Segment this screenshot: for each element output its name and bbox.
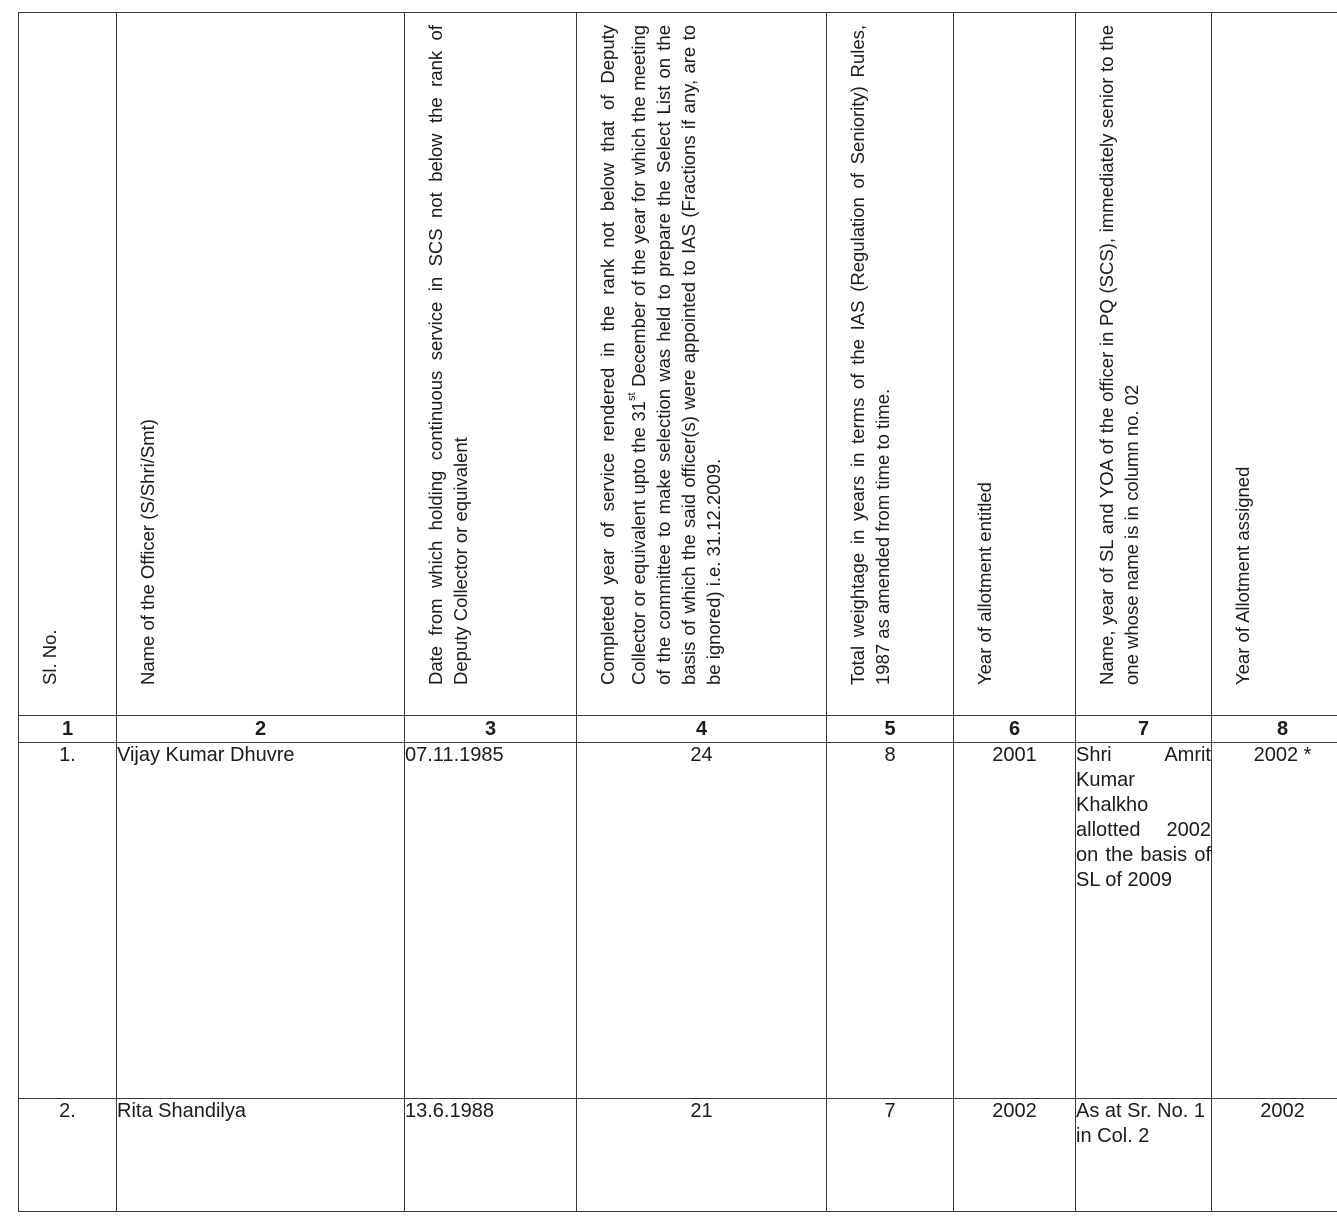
cell-yoa-assigned: 2002	[1212, 1099, 1337, 1212]
header-cell-name	[117, 13, 405, 716]
header-text-date: Date from which holding continuous service in SCS not below the rank of Deputy Collector or equivalent	[425, 24, 471, 685]
table-row	[19, 1099, 1337, 1212]
header-cell-weightage	[827, 13, 954, 716]
header-text-yoa-assigned: Year of Allotment assigned	[1232, 466, 1253, 685]
header-text-completed-years	[595, 25, 726, 695]
header-text-weightage: Total weightage in years in terms of the IAS (Regulation of Seniority) Rules, 1987 as amended from time to time.	[847, 24, 893, 685]
header-text-completed-years-sup: st	[626, 392, 638, 401]
cell-sl-no: 2.	[19, 1099, 117, 1212]
column-number: 6	[954, 715, 1076, 742]
cell-officer-name: Vijay Kumar Dhuvre	[117, 743, 405, 1099]
cell-sl-no: 1.	[19, 743, 117, 1099]
header-cell-date	[405, 13, 577, 716]
header-text-completed-years-part1: Completed year of service rendered in the rank not below that of Deputy Collector or equivalent upto the 31	[597, 24, 650, 685]
cell-service-date: 07.11.1985	[405, 743, 577, 1099]
header-cell-yoa-entitled	[954, 13, 1076, 716]
seniority-table	[18, 12, 1337, 1212]
header-text-sl-no: Sl. No.	[39, 629, 60, 685]
header-cell-yoa-assigned	[1212, 13, 1337, 716]
cell-weightage: 7	[827, 1099, 954, 1212]
header-text-name: Name of the Officer (S/Shri/Smt)	[137, 419, 158, 685]
cell-yoa-entitled: 2001	[954, 743, 1076, 1099]
cell-completed-years: 21	[577, 1099, 827, 1212]
column-number: 1	[19, 715, 117, 742]
header-text-yoa-entitled: Year of allotment entitled	[974, 482, 995, 685]
cell-service-date: 13.6.1988	[405, 1099, 577, 1212]
header-cell-completed-years	[577, 13, 827, 716]
header-cell-sl-no	[19, 13, 117, 716]
column-number: 8	[1212, 715, 1337, 742]
column-number: 5	[827, 715, 954, 742]
column-number: 4	[577, 715, 827, 742]
header-text-completed-years-part2: December of the year for which the meeting of the committee to make selection was held to prepare the Select List on the basis of which the said officer(s) were appointed to IAS (Fractions if any, are to be ignored) i.e. 31.12.2009.	[628, 24, 725, 685]
header-text-senior-officer: Name, year of SL and YOA of the officer in PQ (SCS), immediately senior to the one whose name is in column no. 02	[1096, 24, 1142, 685]
cell-yoa-assigned: 2002 *	[1212, 743, 1337, 1099]
cell-senior-officer: Shri Amrit Kumar Khalkho allotted 2002 on the basis of SL of 2009	[1076, 743, 1212, 1099]
table-row	[19, 743, 1337, 1099]
column-number: 7	[1076, 715, 1212, 742]
cell-yoa-entitled: 2002	[954, 1099, 1076, 1212]
cell-senior-officer: As at Sr. No. 1 in Col. 2	[1076, 1099, 1212, 1212]
cell-completed-years: 24	[577, 743, 827, 1099]
column-number-row	[19, 715, 1337, 742]
header-cell-senior-officer	[1076, 13, 1212, 716]
cell-officer-name: Rita Shandilya	[117, 1099, 405, 1212]
column-number: 2	[117, 715, 405, 742]
header-row	[19, 13, 1337, 716]
column-number: 3	[405, 715, 577, 742]
cell-weightage: 8	[827, 743, 954, 1099]
